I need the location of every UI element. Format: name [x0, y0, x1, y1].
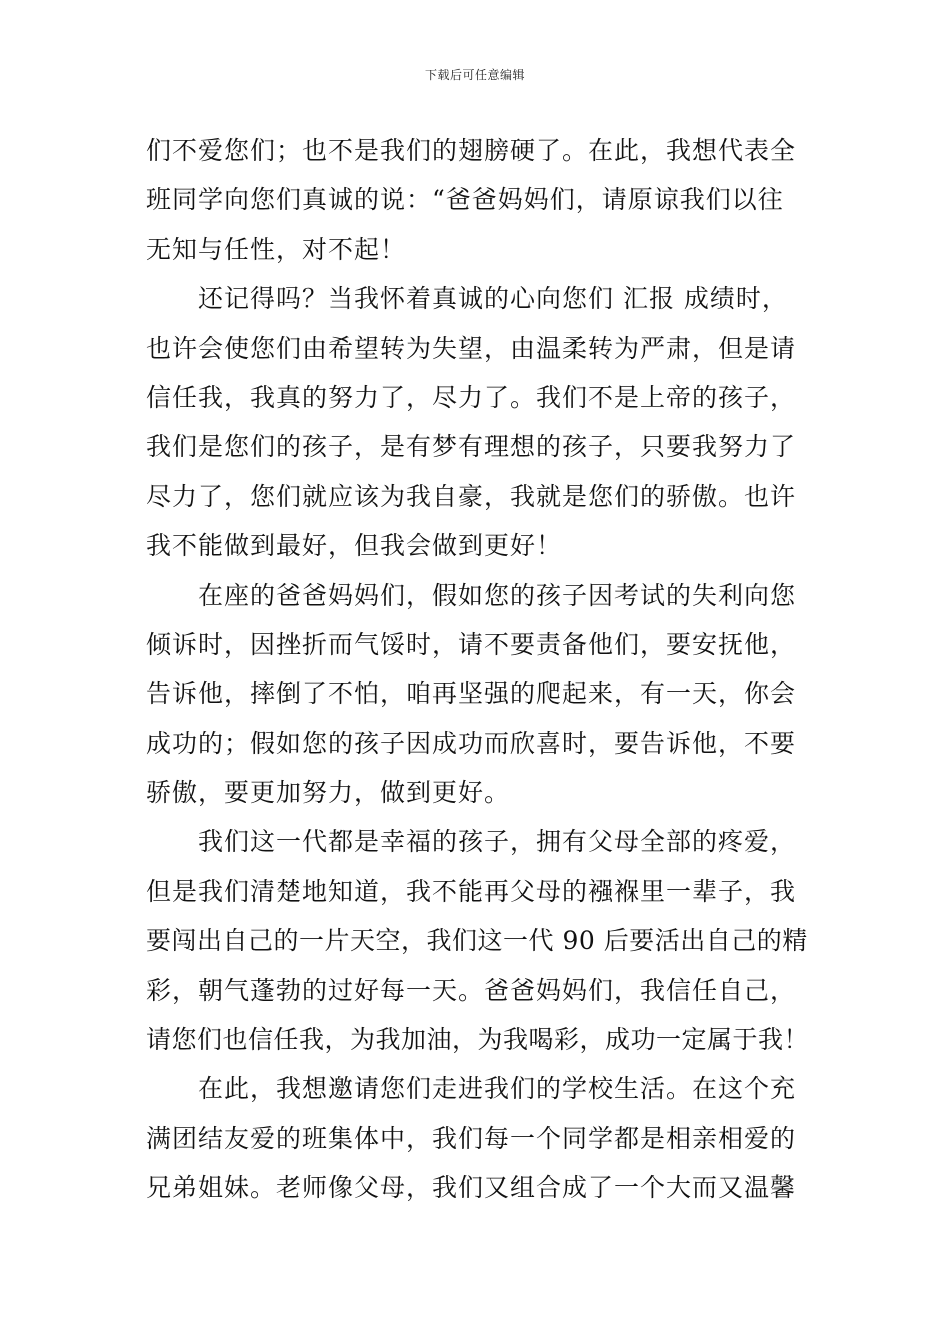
body-text [146, 126, 810, 1213]
text-line: 在座的爸爸妈妈们，假如您的孩子因考试的失利向您 [198, 580, 797, 610]
text-line: 骄傲，要更加努力，做到更好。 [146, 778, 511, 808]
text-line: 我不能做到最好，但我会做到更好！ [146, 531, 563, 561]
text-line: 我们这一代都是幸福的孩子，拥有父母全部的疼爱， [198, 827, 797, 857]
text-line: 我们是您们的孩子，是有梦有理想的孩子，只要我努力了 [146, 432, 797, 462]
text-line: 倾诉时，因挫折而气馁时，请不要责备他们，要安抚他， [146, 629, 797, 659]
text-line: 尽力了，您们就应该为我自豪，我就是您们的骄傲。也许 [146, 481, 797, 511]
text-line: 彩，朝气蓬勃的过好每一天。爸爸妈妈们，我信任自己， [146, 975, 797, 1005]
text-line: 满团结友爱的班集体中，我们每一个同学都是相亲相爱的 [146, 1123, 797, 1153]
text-line: 告诉他，摔倒了不怕，咱再坚强的爬起来，有一天，你会 [146, 679, 797, 709]
text-line: 无知与任性，对不起！ [146, 234, 407, 264]
text-line: 请您们也信任我，为我加油，为我喝彩，成功一定属于我！ [146, 1025, 810, 1055]
text-line: 也许会使您们由希望转为失望，由温柔转为严肃，但是请 [146, 333, 797, 363]
text-line: 但是我们清楚地知道，我不能再父母的襁褓里一辈子，我 [146, 876, 797, 906]
text-line: 班同学向您们真诚的说：“爸爸妈妈们，请原谅我们以往 [146, 185, 784, 215]
page-header: 下载后可任意编辑 [424, 68, 525, 82]
text-line: 们不爱您们；也不是我们的翅膀硬了。在此，我想代表全 [146, 136, 797, 165]
text-line: 信任我，我真的努力了，尽力了。我们不是上帝的孩子， [146, 382, 797, 412]
text-line: 要闯出自己的一片天空，我们这一代 90 后要活出自己的精 [146, 926, 808, 956]
text-line: 还记得吗？当我怀着真诚的心向您们 汇报 成绩时， [198, 284, 788, 314]
text-line: 兄弟姐妹。老师像父母，我们又组合成了一个大而又温馨 [146, 1173, 797, 1203]
text-line: 成功的；假如您的孩子因成功而欣喜时，要告诉他，不要 [146, 728, 797, 758]
text-line: 在此，我想邀请您们走进我们的学校生活。在这个充 [198, 1074, 797, 1104]
